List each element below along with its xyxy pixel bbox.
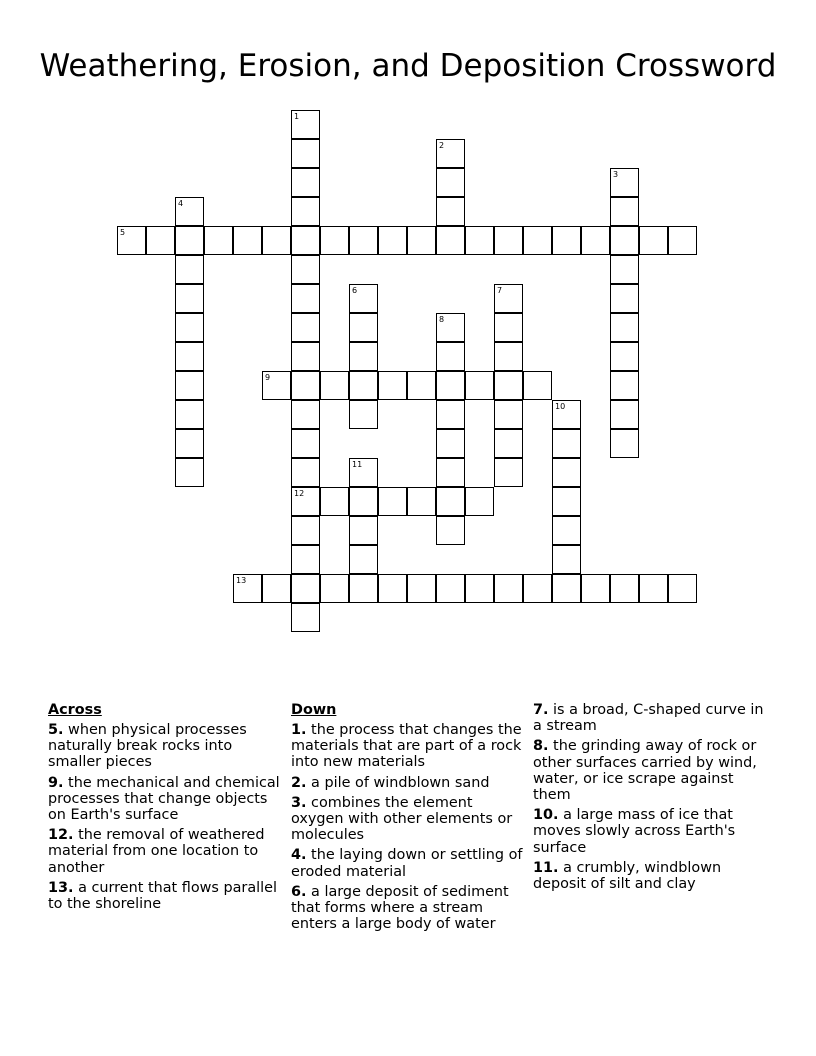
clue-item (533, 702, 769, 734)
grid-cell[interactable] (436, 226, 465, 255)
clue-text: the grinding away of rock or other surfaces carried by wind, water, or ice scrape against them (533, 738, 757, 804)
grid-cell[interactable] (291, 139, 320, 168)
grid-cell[interactable] (436, 516, 465, 545)
clue-number: 7 (497, 286, 503, 295)
clue-text: the process that changes the materials that are part of a rock into new materials (291, 722, 522, 771)
page-title: Weathering, Erosion, and Deposition Crossword (39, 48, 777, 84)
grid-cell[interactable] (175, 226, 204, 255)
clue-number: 2 (439, 141, 445, 150)
grid-cell[interactable] (146, 226, 175, 255)
grid-cell[interactable] (610, 284, 639, 313)
clue-text: when physical processes naturally break rocks into smaller pieces (48, 722, 247, 771)
grid-cell[interactable] (610, 400, 639, 429)
grid-cell[interactable] (117, 226, 146, 255)
grid-cell[interactable] (291, 342, 320, 371)
grid-cell[interactable] (349, 400, 378, 429)
clue-text: the mechanical and chemical processes that change objects on Earth's surface (48, 774, 280, 824)
grid-cell[interactable] (436, 197, 465, 226)
grid-cell[interactable] (175, 371, 204, 400)
grid-cell[interactable] (291, 603, 320, 632)
clue-item (533, 738, 769, 803)
grid-cell[interactable] (610, 168, 639, 197)
grid-cell[interactable] (436, 487, 465, 516)
clue-number: 2. (291, 774, 307, 791)
grid-cell[interactable] (552, 516, 581, 545)
grid-cell[interactable] (262, 371, 291, 400)
grid-cell[interactable] (175, 255, 204, 284)
clue-number: 5 (120, 228, 126, 237)
clue-number: 5. (48, 722, 64, 738)
grid-cell[interactable] (175, 458, 204, 487)
clue-number: 9. (48, 774, 64, 791)
clue-number: 7. (533, 702, 549, 718)
grid-cell[interactable] (610, 197, 639, 226)
grid-cell[interactable] (610, 313, 639, 342)
clue-number: 3 (613, 170, 619, 179)
grid-cell[interactable] (668, 574, 697, 603)
clue-text: the laying down or settling of eroded material (291, 847, 523, 880)
grid-cell[interactable] (523, 574, 552, 603)
grid-cell[interactable] (320, 574, 349, 603)
clue-number: 6 (352, 286, 358, 295)
grid-cell[interactable] (175, 313, 204, 342)
grid-cell[interactable] (436, 400, 465, 429)
grid-cell[interactable] (291, 545, 320, 574)
grid-cell[interactable] (291, 574, 320, 603)
grid-cell[interactable] (552, 400, 581, 429)
grid-cell[interactable] (291, 429, 320, 458)
grid-cell[interactable] (407, 371, 436, 400)
grid-cell[interactable] (320, 226, 349, 255)
grid-cell[interactable] (378, 226, 407, 255)
grid-cell[interactable] (494, 313, 523, 342)
grid-cell[interactable] (204, 226, 233, 255)
clue-number: 4 (178, 199, 184, 208)
clue-number: 10. (533, 807, 559, 824)
grid-cell[interactable] (552, 487, 581, 516)
grid-cell[interactable] (233, 574, 262, 603)
grid-cell[interactable] (349, 284, 378, 313)
grid-cell[interactable] (320, 371, 349, 400)
grid-cell[interactable] (552, 226, 581, 255)
grid-cell[interactable] (523, 371, 552, 400)
clue-text: combines the element oxygen with other elements or molecules (291, 794, 513, 844)
grid-cell[interactable] (610, 255, 639, 284)
grid-cell[interactable] (436, 342, 465, 371)
grid-cell[interactable] (552, 545, 581, 574)
down-clues (291, 702, 527, 936)
clue-number: 1. (291, 722, 307, 738)
grid-cell[interactable] (436, 574, 465, 603)
grid-cell[interactable] (436, 429, 465, 458)
grid-cell[interactable] (610, 429, 639, 458)
clue-item (48, 827, 284, 876)
grid-cell[interactable] (349, 226, 378, 255)
grid-cell[interactable] (291, 458, 320, 487)
grid-cell[interactable] (175, 197, 204, 226)
clue-number: 3. (291, 794, 307, 811)
clue-text: a crumbly, windblown deposit of silt and clay (533, 859, 722, 893)
grid-cell[interactable] (175, 284, 204, 313)
clue-item (533, 807, 769, 856)
grid-cell[interactable] (581, 574, 610, 603)
grid-cell[interactable] (494, 284, 523, 313)
grid-cell[interactable] (291, 313, 320, 342)
clue-text: a pile of windblown sand (306, 774, 490, 791)
grid-cell[interactable] (494, 400, 523, 429)
grid-cell[interactable] (378, 574, 407, 603)
grid-cell[interactable] (378, 487, 407, 516)
grid-cell[interactable] (291, 487, 320, 516)
grid-cell[interactable] (639, 226, 668, 255)
clue-item (291, 722, 527, 771)
grid-cell[interactable] (349, 574, 378, 603)
grid-cell[interactable] (610, 226, 639, 255)
clue-item (291, 847, 527, 879)
clue-number: 12. (48, 827, 74, 844)
grid-cell[interactable] (349, 487, 378, 516)
clue-number: 8. (533, 738, 549, 755)
grid-cell[interactable] (291, 110, 320, 139)
grid-cell[interactable] (291, 516, 320, 545)
clue-number: 4. (291, 847, 307, 864)
clue-number: 12 (294, 489, 305, 498)
down-heading: Down (291, 702, 337, 718)
clue-item (533, 860, 769, 892)
clue-number: 1 (294, 112, 300, 121)
clue-number: 11 (352, 460, 363, 469)
across-clues (48, 702, 284, 916)
grid-cell[interactable] (465, 574, 494, 603)
grid-cell[interactable] (291, 255, 320, 284)
grid-cell[interactable] (668, 226, 697, 255)
grid-cell[interactable] (407, 487, 436, 516)
grid-cell[interactable] (610, 371, 639, 400)
clue-text: the removal of weathered material from one location to another (48, 827, 265, 876)
grid-cell[interactable] (291, 371, 320, 400)
grid-cell[interactable] (610, 342, 639, 371)
grid-cell[interactable] (494, 458, 523, 487)
grid-cell[interactable] (436, 139, 465, 168)
grid-cell[interactable] (175, 429, 204, 458)
grid-cell[interactable] (494, 371, 523, 400)
grid-cell[interactable] (494, 429, 523, 458)
grid-cell[interactable] (465, 371, 494, 400)
grid-cell[interactable] (291, 226, 320, 255)
grid-cell[interactable] (552, 458, 581, 487)
clue-number: 9 (265, 373, 271, 382)
grid-cell[interactable] (175, 342, 204, 371)
grid-cell[interactable] (407, 226, 436, 255)
grid-cell[interactable] (552, 574, 581, 603)
across-clue-list (48, 722, 284, 912)
grid-cell[interactable] (233, 226, 262, 255)
grid-cell[interactable] (291, 400, 320, 429)
clue-text: a large mass of ice that moves slowly across Earth's surface (533, 807, 736, 856)
grid-cell[interactable] (291, 284, 320, 313)
clue-number: 13 (236, 576, 247, 585)
clue-text: a large deposit of sediment that forms where a stream enters a large body of water (291, 883, 509, 933)
grid-cell[interactable] (262, 226, 291, 255)
grid-cell[interactable] (407, 574, 436, 603)
clue-item (48, 775, 284, 824)
clue-item (291, 795, 527, 844)
grid-cell[interactable] (639, 574, 668, 603)
grid-cell[interactable] (523, 226, 552, 255)
clue-item (291, 884, 527, 933)
grid-cell[interactable] (349, 342, 378, 371)
grid-cell[interactable] (610, 574, 639, 603)
grid-cell[interactable] (552, 429, 581, 458)
grid-cell[interactable] (494, 342, 523, 371)
across-heading: Across (48, 702, 102, 718)
clue-number: 13. (48, 879, 74, 896)
clue-item (291, 775, 527, 791)
clue-number: 8 (439, 315, 445, 324)
clue-number: 10 (555, 402, 566, 411)
grid-cell[interactable] (175, 400, 204, 429)
clue-item (48, 722, 284, 771)
down-clue-list-continued (533, 702, 769, 892)
grid-cell[interactable] (494, 574, 523, 603)
grid-cell[interactable] (436, 458, 465, 487)
grid-cell[interactable] (291, 168, 320, 197)
grid-cell[interactable] (494, 226, 523, 255)
grid-cell[interactable] (349, 458, 378, 487)
grid-cell[interactable] (465, 226, 494, 255)
grid-cell[interactable] (436, 168, 465, 197)
clue-text: is a broad, C-shaped curve in a stream (533, 702, 764, 735)
grid-cell[interactable] (436, 313, 465, 342)
grid-cell[interactable] (349, 371, 378, 400)
down-clues-continued (533, 702, 769, 896)
grid-cell[interactable] (465, 487, 494, 516)
clue-text: a current that flows parallel to the shoreline (48, 879, 277, 913)
clue-number: 6. (291, 883, 307, 900)
grid-cell[interactable] (378, 371, 407, 400)
grid-cell[interactable] (349, 313, 378, 342)
grid-cell[interactable] (320, 487, 349, 516)
clue-item (48, 880, 284, 912)
grid-cell[interactable] (349, 545, 378, 574)
down-clue-list (291, 722, 527, 932)
clue-number: 11. (533, 859, 559, 876)
grid-cell[interactable] (262, 574, 291, 603)
grid-cell[interactable] (291, 197, 320, 226)
grid-cell[interactable] (581, 226, 610, 255)
grid-cell[interactable] (349, 516, 378, 545)
grid-cell[interactable] (436, 371, 465, 400)
